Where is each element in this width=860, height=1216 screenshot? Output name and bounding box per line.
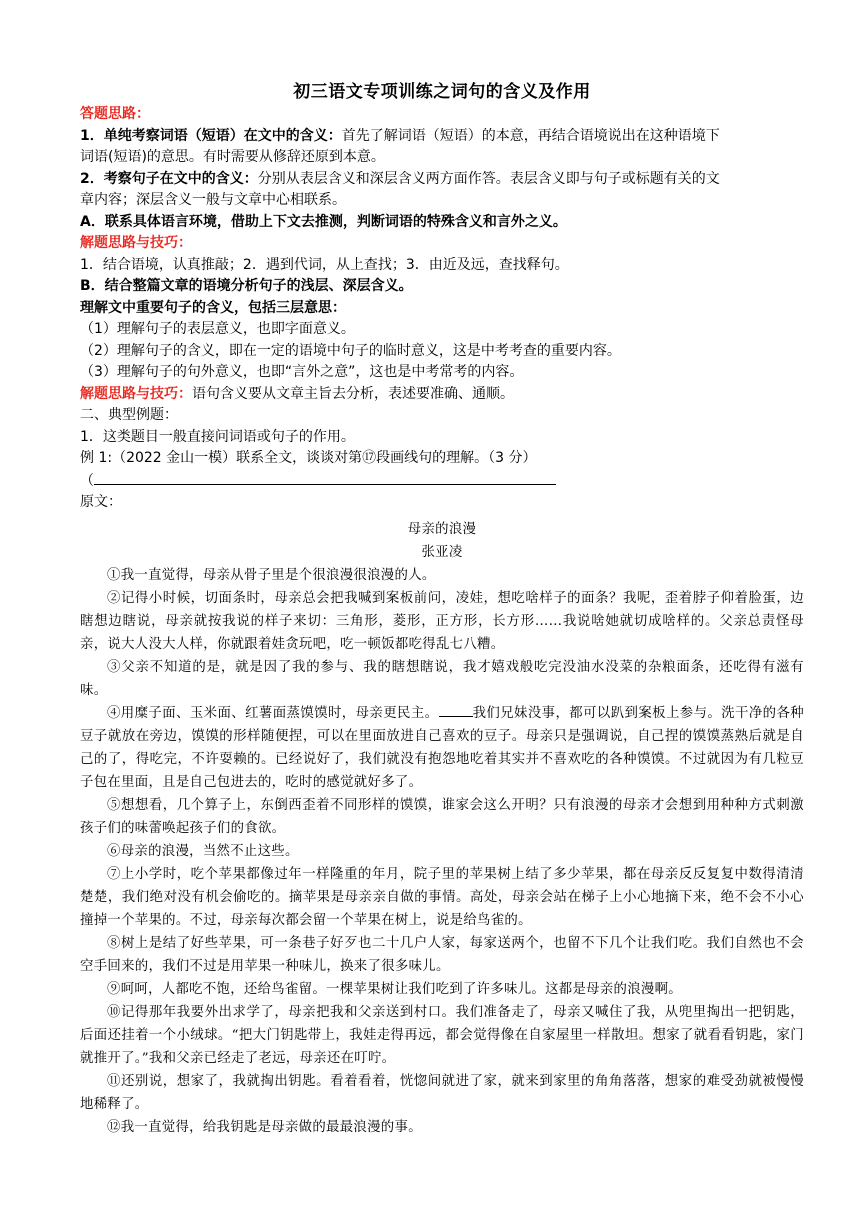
blank-prefix: （ — [80, 472, 94, 489]
point-2-cont: 章内容；深层含义一般与文章中心相联系。 — [80, 192, 346, 208]
article-paragraph: ⑧树上是结了好些苹果，可一条巷子好歹也二十几户人家，每家送两个，也留不下几个让我们吃。我们自然也不会空手回来的，我们不过是用苹果一种味儿，换来了很多味儿。 — [80, 935, 804, 974]
tips2-heading: 解题思路与技巧： — [80, 385, 192, 402]
article-paragraph — [80, 702, 804, 794]
level-1: （1）理解句子的表层意义，也即字面意义。 — [80, 321, 355, 337]
point-a: A．联系具体语言环境，借助上下文去推测，判断词语的特殊含义和言外之义。 — [80, 213, 567, 230]
article — [80, 518, 804, 1139]
article-paragraph: ⑨呵呵，人都吃不饱，还给鸟雀留。一棵苹果树让我们吃到了许多味儿。这都是母亲的浪漫啊。 — [107, 981, 683, 997]
tips-line: 1．结合语境，认真推敲；2．遇到代词，从上查找；3．由近及远，查找释句。 — [80, 256, 569, 273]
example-1: 例 1:（2022 金山一模）联系全文，谈谈对第⑰段画线句的理解。（3 分） — [80, 450, 537, 466]
article-paragraph: ⑤想想看，几个算子上，东倒西歪着不同形样的馍馍，谁家会这么开明？只有浪漫的母亲才会想到用种种方式刺激孩子们的味蕾唤起孩子们的食欲。 — [80, 797, 804, 836]
point-2-bold: 2．考察句子在文中的含义： — [80, 170, 258, 187]
inline-blank[interactable] — [439, 704, 473, 717]
tips-heading — [80, 233, 804, 255]
page-title: 初三语文专项训练之词句的含义及作用 — [293, 82, 591, 102]
tips-heading-text: 解题思路与技巧： — [80, 235, 192, 251]
point-2-text: 分别从表层含义和深层含义两方面作答。表层含义即与句子或标题有关的文 — [257, 170, 720, 187]
article-p4-start: ④用糜子面、玉米面、红薯面蒸馍馍时，母亲更民主。 — [107, 705, 439, 721]
level-3: （3）理解句子的句外意义，也即“言外之意”，这也是中考常考的内容。 — [80, 364, 524, 380]
article-author: 张亚凌 — [421, 544, 463, 560]
answer-heading-text: 答题思路： — [80, 106, 150, 122]
point-1-bold: 1．单纯考察词语（短语）在文中的含义： — [80, 127, 342, 144]
point-b: B．结合整篇文章的语境分析句子的浅层、深层含义。 — [80, 278, 413, 294]
article-paragraph: ⑫我一直觉得，给我钥匙是母亲做的最最浪漫的事。 — [107, 1119, 422, 1135]
answer-heading — [80, 104, 804, 126]
three-levels: 理解文中重要句子的含义，包括三层意思： — [80, 299, 346, 316]
article-paragraph: ⑦上小学时，吃个苹果都像过年一样隆重的年月，院子里的苹果树上结了多少苹果，都在母亲反反复复中数得清清楚楚，我们绝对没有机会偷吃的。摘苹果是母亲亲自做的事情。高处，母亲会站在梯子上小心地摘下来，绝不会不小心撞掉一个苹果的。不过，母亲每次都会留一个苹果在树上，说是给鸟雀的。 — [80, 866, 804, 928]
point-2 — [80, 169, 804, 191]
article-paragraph: ⑥母亲的浪漫，当然不止这些。 — [107, 843, 299, 859]
point-1 — [80, 126, 804, 148]
point-1-cont: 词语(短语)的意思。有时需要从修辞还原到本意。 — [80, 149, 385, 165]
tips2 — [80, 384, 804, 406]
article-paragraph: ⑩记得那年我要外出求学了，母亲把我和父亲送到村口。我们准备走了，母亲又喊住了我，从兜里掏出一把钥匙，后面还挂着一个小绒球。“把大门钥匙带上，我娃走得再远，都会觉得像在自家屋里一样散坦。想家了就看看钥匙，家门就推开了。”我和父亲已经走了老远，母亲还在叮咛。 — [80, 1004, 804, 1066]
tips2-text: 语句含义要从文章主旨去分析，表述要准确、通顺。 — [192, 385, 514, 402]
example-intro: 1．这类题目一般直接问词语或句子的作用。 — [80, 428, 355, 445]
original-label: 原文： — [80, 494, 122, 510]
article-paragraph: ①我一直觉得，母亲从骨子里是个很浪漫很浪漫的人。 — [107, 567, 436, 583]
article-paragraph: ③父亲不知道的是，就是因了我的参与、我的瞎想瞎说，我才嬉戏般吃完没油水没菜的杂粮面条，还吃得有滋有味。 — [80, 659, 804, 698]
article-p4-rest: 我们兄妹没事，都可以趴到案板上参与。洗干净的各种豆子就放在旁边，馍馍的形样随便捏，可以在里面放进自己喜欢的豆子。母亲只是强调说，自己捏的馍馍蒸熟后就是自己的了，得吃完，不许耍赖的。已经说好了，我们就没有抱怨地吃着其实并不喜欢吃的各种馍馍。不过就因为有几粒豆子包在里面，且是自己包进去的，吃时的感觉就好多了。 — [80, 705, 804, 790]
article-title: 母亲的浪漫 — [407, 521, 477, 537]
answer-blank[interactable] — [94, 470, 556, 485]
section-2: 二、典型例题： — [80, 407, 178, 423]
answer-blank-line — [80, 470, 804, 493]
point-1-text: 首先了解词语（短语）的本意，再结合语境说出在这种语境下 — [341, 127, 720, 144]
article-paragraph: ⑪还别说，想家了，我就掏出钥匙。看着看着，恍惚间就进了家，就来到家里的角角落落，想家的难受劲就被慢慢地稀释了。 — [80, 1073, 804, 1112]
level-2: （2）理解句子的含义，即在一定的语境中句子的临时意义，这是中考考查的重要内容。 — [80, 342, 621, 359]
article-paragraph: ②记得小时候，切面条时，母亲总会把我喊到案板前问，凌娃，想吃啥样子的面条？我呢，歪着脖子仰着脸蛋，边瞎想边瞎说，母亲就按我说的样子来切：三角形，菱形，正方形，长方形……我说啥她就切成啥样的。父亲总责怪母亲，说大人没大人样，你就跟着娃贪玩吧，吃一顿饭都吃得乱七八糟。 — [80, 590, 804, 652]
